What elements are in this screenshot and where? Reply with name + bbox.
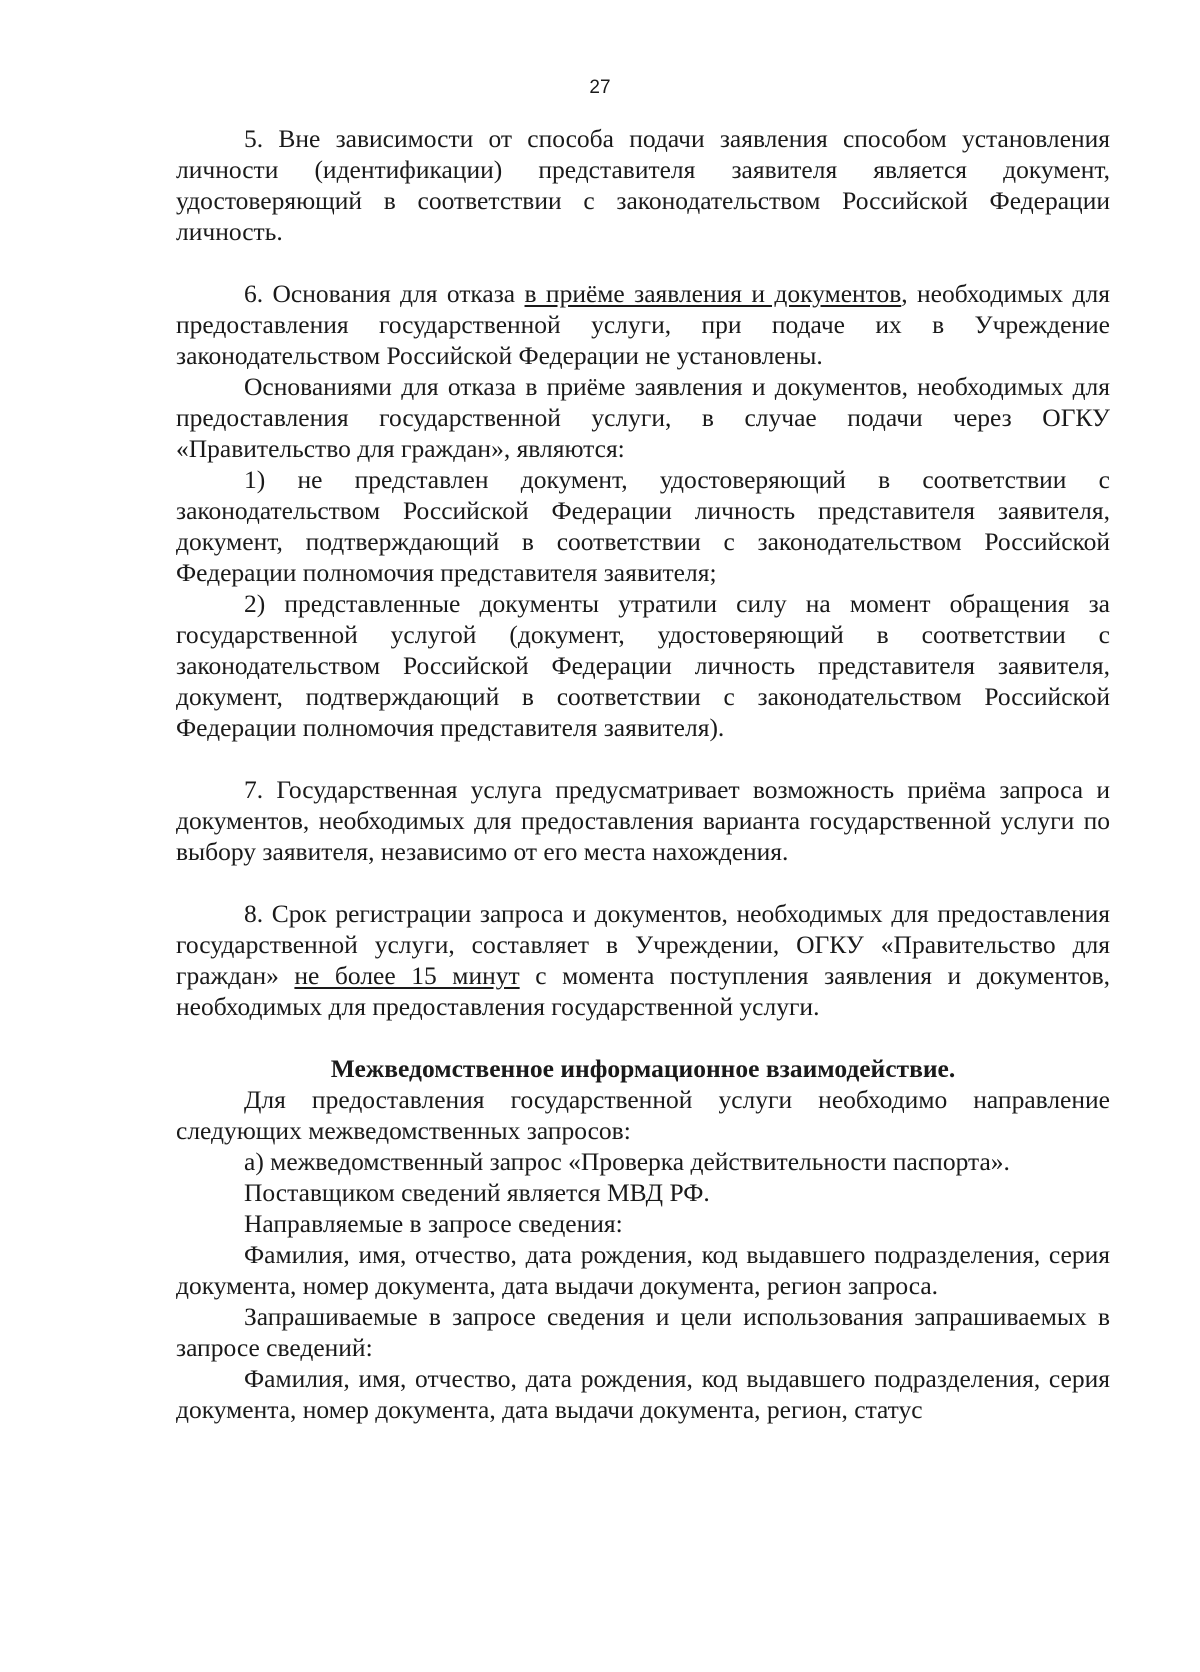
paragraph-6-grounds: Основаниями для отказа в приёме заявления и документов, необходимых для предоставления государственной услуги, в случае подачи через ОГКУ «Правительство для граждан», являются: xyxy=(176,372,1110,463)
paragraph-8-underlined: не более 15 минут xyxy=(294,961,520,990)
paragraph-6-underlined: в приёме заявления и документов xyxy=(524,279,902,308)
interagency-requested-label: Запрашиваемые в запросе сведения и цели использования запрашиваемых в запросе сведений: xyxy=(176,1302,1110,1362)
interagency-intro: Для предоставления государственной услуги необходимо направление следующих межведомственных запросов: xyxy=(176,1085,1110,1145)
interagency-sent-fields: Фамилия, имя, отчество, дата рождения, код выдавшего подразделения, серия документа, номер документа, дата выдачи документа, регион запроса. xyxy=(176,1240,1110,1300)
page-number: 27 xyxy=(589,77,611,98)
section-heading: Межведомственное информационное взаимодействие. xyxy=(330,1054,956,1083)
interagency-provider: Поставщиком сведений является МВД РФ. xyxy=(244,1178,710,1207)
interagency-request-a: а) межведомственный запрос «Проверка действительности паспорта». xyxy=(244,1147,1010,1176)
paragraph-8 xyxy=(176,898,1110,1022)
paragraph-6-item-1: 1) не представлен документ, удостоверяющий в соответствии с законодательством Российской Федерации личность представителя заявителя, документ, подтверждающий в соответствии с законодательством Российской Федерации полномочия представителя заявителя; xyxy=(176,465,1110,587)
paragraph-8-text-start: 8. Срок регистрации запроса и документов, необходимых для предоставления государственной услуги, составляет в Учреждении, ОГКУ «Правительство для граждан» xyxy=(176,899,1110,990)
interagency-requested-fields: Фамилия, имя, отчество, дата рождения, код выдавшего подразделения, серия документа, номер документа, дата выдачи документа, регион, статус xyxy=(176,1364,1110,1424)
paragraph-6-text-start: 6. Основания для отказа xyxy=(244,279,525,308)
document-body xyxy=(176,123,1110,1425)
paragraph-8-text-end: с момента поступления заявления и документов, необходимых для предоставления государственной услуги. xyxy=(176,961,1110,1021)
paragraph-6-item-2: 2) представленные документы утратили силу на момент обращения за государственной услугой (документ, удостоверяющий в соответствии с законодательством Российской Федерации личность представителя заявителя, документ, подтверждающий в соответствии с законодательством Российской Федерации полномочия представителя заявителя). xyxy=(176,589,1110,742)
paragraph-7: 7. Государственная услуга предусматривает возможность приёма запроса и документов, необходимых для предоставления варианта государственной услуги по выбору заявителя, независимо от его места нахождения. xyxy=(176,775,1110,866)
paragraph-5: 5. Вне зависимости от способа подачи заявления способом установления личности (идентификации) представителя заявителя является документ, удостоверяющий в соответствии с законодательством Российской Федерации личность. xyxy=(176,124,1110,246)
paragraph-6 xyxy=(176,278,1110,371)
interagency-sent-label: Направляемые в запросе сведения: xyxy=(244,1209,623,1238)
paragraph-6-text-end: , необходимых для предоставления государственной услуги, при подаче их в Учреждение законодательством Российской Федерации не установлены. xyxy=(176,279,1110,370)
